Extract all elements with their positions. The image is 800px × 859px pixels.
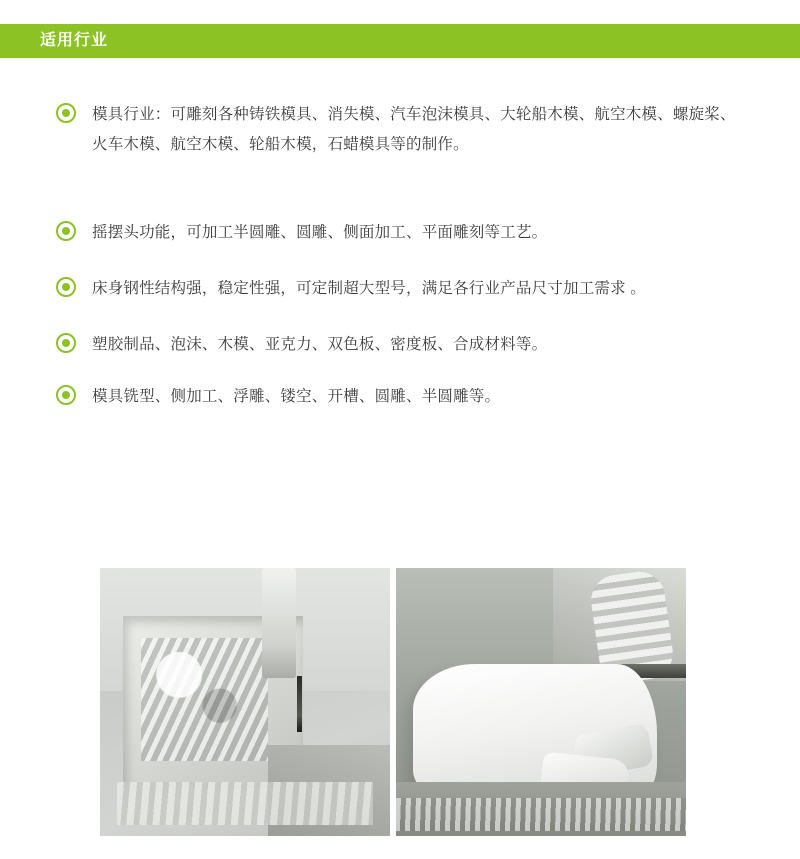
bullet-target-icon <box>56 385 76 405</box>
header-accent-block <box>0 24 22 58</box>
applications-list <box>56 100 746 422</box>
bullet-target-icon <box>56 221 76 241</box>
list-item-text: 模具铣型、侧加工、浮雕、镂空、开槽、圆雕、半圆雕等。 <box>92 388 501 405</box>
list-item-text: 摇摆头功能，可加工半圆雕、圆雕、侧面加工、平面雕刻等工艺。 <box>92 224 548 241</box>
bullet-target-icon <box>56 333 76 353</box>
relief-pattern <box>141 638 269 761</box>
spindle <box>262 568 296 678</box>
foam-chips <box>117 782 372 825</box>
page-title: 适用行业 <box>40 32 109 49</box>
list-item-text: 床身钢性结构强，稳定性强，可定制超大型号，满足各行业产品尺寸加工需求 。 <box>92 280 647 297</box>
foam-relief-carving-photo <box>100 568 390 836</box>
list-item <box>56 274 746 304</box>
bullet-target-icon <box>56 103 76 123</box>
list-item <box>56 100 746 160</box>
bullet-target-icon <box>56 277 76 297</box>
list-item-text: 模具行业：可雕刻各种铸铁模具、消失模、汽车泡沫模具、大轮船木模、航空木模、螺旋桨、火车木模、航空木模、轮船木模，石蜡模具等的制作。 <box>92 106 736 153</box>
list-item <box>56 382 746 412</box>
section-header-bar <box>0 24 800 58</box>
list-item <box>56 218 746 248</box>
list-item-text: 塑胶制品、泡沫、木模、亚克力、双色板、密度板、合成材料等。 <box>92 336 548 353</box>
foam-debris <box>396 798 686 830</box>
cutting-tool <box>297 676 302 732</box>
foam-sculpture-machining-photo <box>396 568 686 836</box>
list-item <box>56 330 746 360</box>
gallery <box>100 568 686 836</box>
